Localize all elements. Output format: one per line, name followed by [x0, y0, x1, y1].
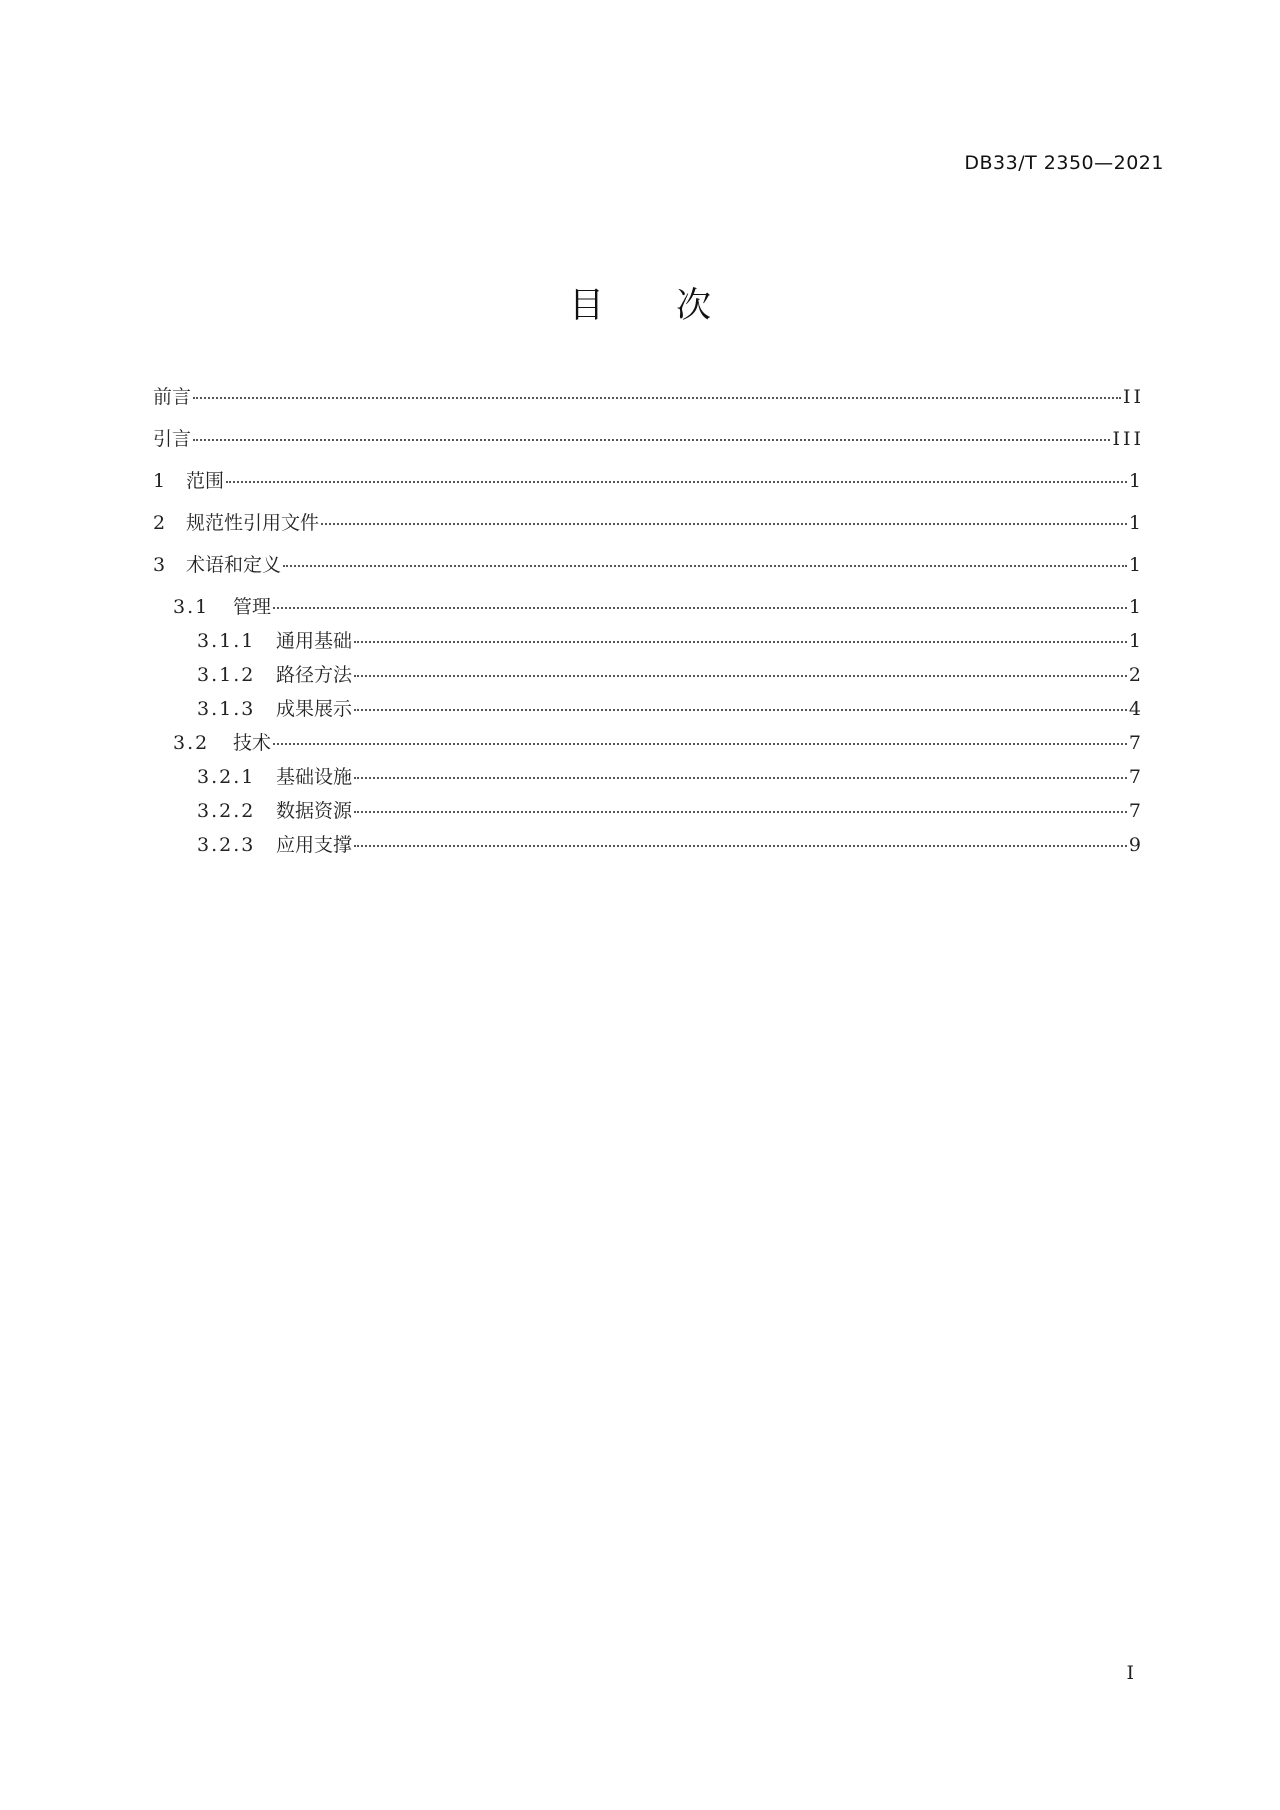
toc-entry-page: 9 [1128, 834, 1144, 856]
toc-leader-dots [193, 397, 1121, 399]
toc-entry-number: 3.2 [173, 732, 210, 754]
toc-entry-label: 前言 [153, 386, 192, 408]
toc-entry-page: 2 [1128, 664, 1144, 686]
toc-leader-dots [226, 481, 1127, 483]
toc-leader-dots [273, 743, 1127, 745]
toc-entry-terms-definitions[interactable] [153, 550, 1144, 592]
toc-entry-page: II [1122, 386, 1144, 408]
toc-entry-number: 2 [153, 512, 166, 534]
toc-entry-label: 数据资源 [276, 800, 353, 822]
toc-entry-page: 7 [1128, 800, 1144, 822]
toc-entry-label: 术语和定义 [186, 554, 282, 576]
toc-entry-label: 路径方法 [276, 664, 353, 686]
toc-entry-page: 1 [1128, 630, 1144, 652]
toc-entry-scope[interactable] [153, 466, 1144, 508]
toc-leader-dots [321, 523, 1127, 525]
toc-entry-label: 管理 [233, 596, 272, 618]
title-char-1: 目 [568, 286, 604, 326]
page-number: I [1126, 1662, 1134, 1684]
toc-entry-page: 1 [1128, 554, 1144, 576]
toc-leader-dots [354, 709, 1127, 711]
toc-entry-label: 应用支撑 [276, 834, 353, 856]
toc-entry-label: 成果展示 [276, 698, 353, 720]
toc-entry-number: 3.1.2 [197, 664, 256, 686]
toc-leader-dots [354, 777, 1127, 779]
toc-entry-label: 规范性引用文件 [186, 512, 320, 534]
toc-entry-number: 1 [153, 470, 166, 492]
toc-leader-dots [354, 675, 1127, 677]
toc-entry-management[interactable] [153, 592, 1144, 626]
toc-leader-dots [354, 641, 1127, 643]
toc-entry-results-display[interactable] [153, 694, 1144, 728]
toc-entry-page: 7 [1128, 732, 1144, 754]
page-title [0, 278, 1280, 328]
toc-entry-number: 3.1.3 [197, 698, 256, 720]
title-char-2: 次 [676, 286, 712, 326]
toc-entry-infrastructure[interactable] [153, 762, 1144, 796]
toc-entry-number: 3.1.1 [197, 630, 256, 652]
toc-entry-label: 技术 [233, 732, 272, 754]
toc-entry-number: 3.1 [173, 596, 210, 618]
toc-leader-dots [273, 607, 1127, 609]
toc-entry-label: 基础设施 [276, 766, 353, 788]
toc-entry-foreword[interactable] [153, 382, 1144, 424]
toc-leader-dots [283, 565, 1127, 567]
toc-entry-normative-references[interactable] [153, 508, 1144, 550]
toc-entry-label: 范围 [186, 470, 225, 492]
toc-entry-path-methods[interactable] [153, 660, 1144, 694]
toc-leader-dots [354, 811, 1127, 813]
toc-entry-label: 引言 [153, 428, 192, 450]
toc-entry-data-resources[interactable] [153, 796, 1144, 830]
toc-entry-page: 7 [1128, 766, 1144, 788]
toc-entry-number: 3.2.1 [197, 766, 256, 788]
toc-entry-page: III [1112, 428, 1144, 450]
toc-entry-general-basics[interactable] [153, 626, 1144, 660]
toc-leader-dots [193, 439, 1110, 441]
table-of-contents [153, 382, 1144, 864]
toc-entry-number: 3 [153, 554, 166, 576]
toc-entry-application-support[interactable] [153, 830, 1144, 864]
toc-entry-introduction[interactable] [153, 424, 1144, 466]
toc-leader-dots [354, 845, 1127, 847]
toc-entry-page: 1 [1128, 512, 1144, 534]
toc-entry-page: 1 [1128, 596, 1144, 618]
toc-entry-number: 3.2.3 [197, 834, 256, 856]
toc-entry-page: 1 [1128, 470, 1144, 492]
toc-entry-technology[interactable] [153, 728, 1144, 762]
toc-entry-number: 3.2.2 [197, 800, 256, 822]
toc-entry-page: 4 [1128, 698, 1144, 720]
toc-entry-label: 通用基础 [276, 630, 353, 652]
document-code: DB33/T 2350—2021 [964, 152, 1164, 174]
